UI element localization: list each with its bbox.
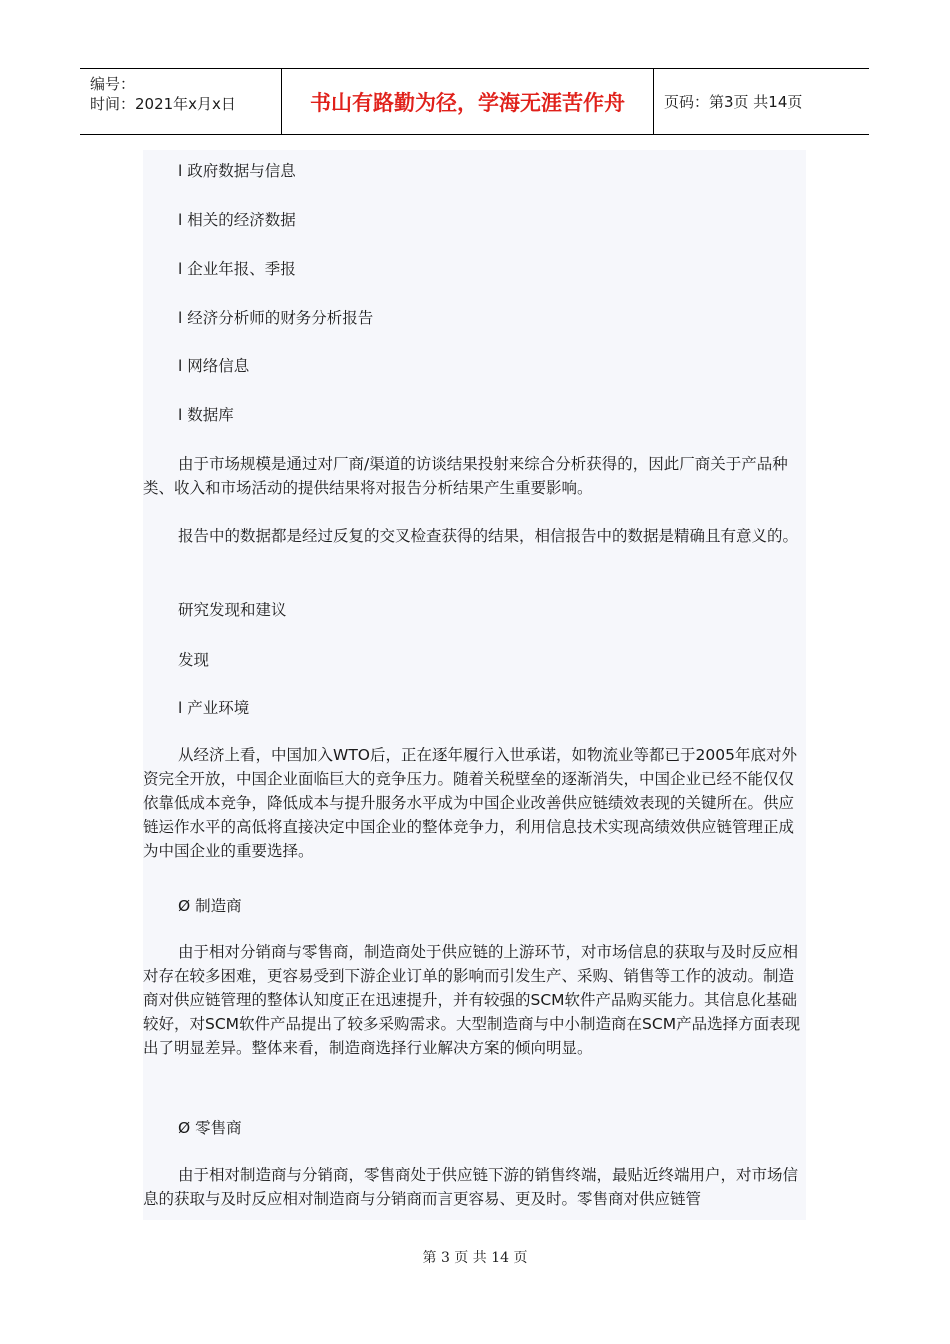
header-page-code: 页码：第3页 共14页: [664, 93, 803, 111]
page-footer: 第 3 页 共 14 页: [422, 1250, 528, 1266]
document-number-label: 编号：: [90, 75, 136, 93]
list-item: l 产业环境: [178, 699, 250, 717]
body-paragraph: 由于市场规模是通过对厂商/渠道的访谈结果投射来综合分析获得的，因此厂商关于产品种类、收入和市场活动的提供结果将对报告分析结果产生重要影响。: [143, 455, 788, 497]
list-item: l 相关的经济数据: [178, 211, 296, 229]
list-item: l 政府数据与信息: [178, 162, 296, 180]
header-motto: 书山有路勤为径，学海无涯苦作舟: [282, 69, 654, 134]
body-paragraph: 从经济上看，中国加入WTO后，正在逐年履行入世承诺，如物流业等都已于2005年底对外资完全开放，中国企业面临巨大的竞争压力。随着关税壁垒的逐渐消失，中国企业已经不能仅仅依靠低成本竞争，降低成本与提升服务水平成为中国企业改善供应链绩效表现的关键所在。供应链运作水平的高低将直接决定中国企业的整体竞争力，利用信息技术实现高绩效供应链管理正成为中国企业的重要选择。: [143, 746, 797, 860]
list-item: l 网络信息: [178, 357, 250, 375]
page-header: [80, 68, 869, 135]
body-paragraph: 由于相对制造商与分销商，零售商处于供应链下游的销售终端，最贴近终端用户，对市场信息的获取与及时反应相对制造商与分销商而言更容易、更及时。零售商对供应链管: [143, 1166, 799, 1208]
list-item: l 经济分析师的财务分析报告: [178, 309, 374, 327]
body-paragraph: 报告中的数据都是经过反复的交叉检查获得的结果，相信报告中的数据是精确且有意义的。: [178, 527, 799, 545]
list-item: l 数据库: [178, 406, 234, 424]
section-subheading: 发现: [178, 651, 210, 669]
document-body: [143, 150, 806, 1220]
list-item: Ø 零售商: [178, 1119, 242, 1137]
header-meta: [80, 69, 282, 134]
document-time-label: 时间：2021年x月x日: [90, 95, 236, 113]
list-item: Ø 制造商: [178, 897, 242, 915]
section-heading: 研究发现和建议: [178, 601, 287, 619]
body-paragraph: 由于相对分销商与零售商，制造商处于供应链的上游环节，对市场信息的获取与及时反应相对存在较多困难，更容易受到下游企业订单的影响而引发生产、采购、销售等工作的波动。制造商对供应链管理的整体认知度正在迅速提升，并有较强的SCM软件产品购买能力。其信息化基础较好，对SCM软件产品提出了较多采购需求。大型制造商与中小制造商在SCM产品选择方面表现出了明显差异。整体来看，制造商选择行业解决方案的倾向明显。: [143, 943, 801, 1057]
list-item: l 企业年报、季报: [178, 260, 296, 278]
